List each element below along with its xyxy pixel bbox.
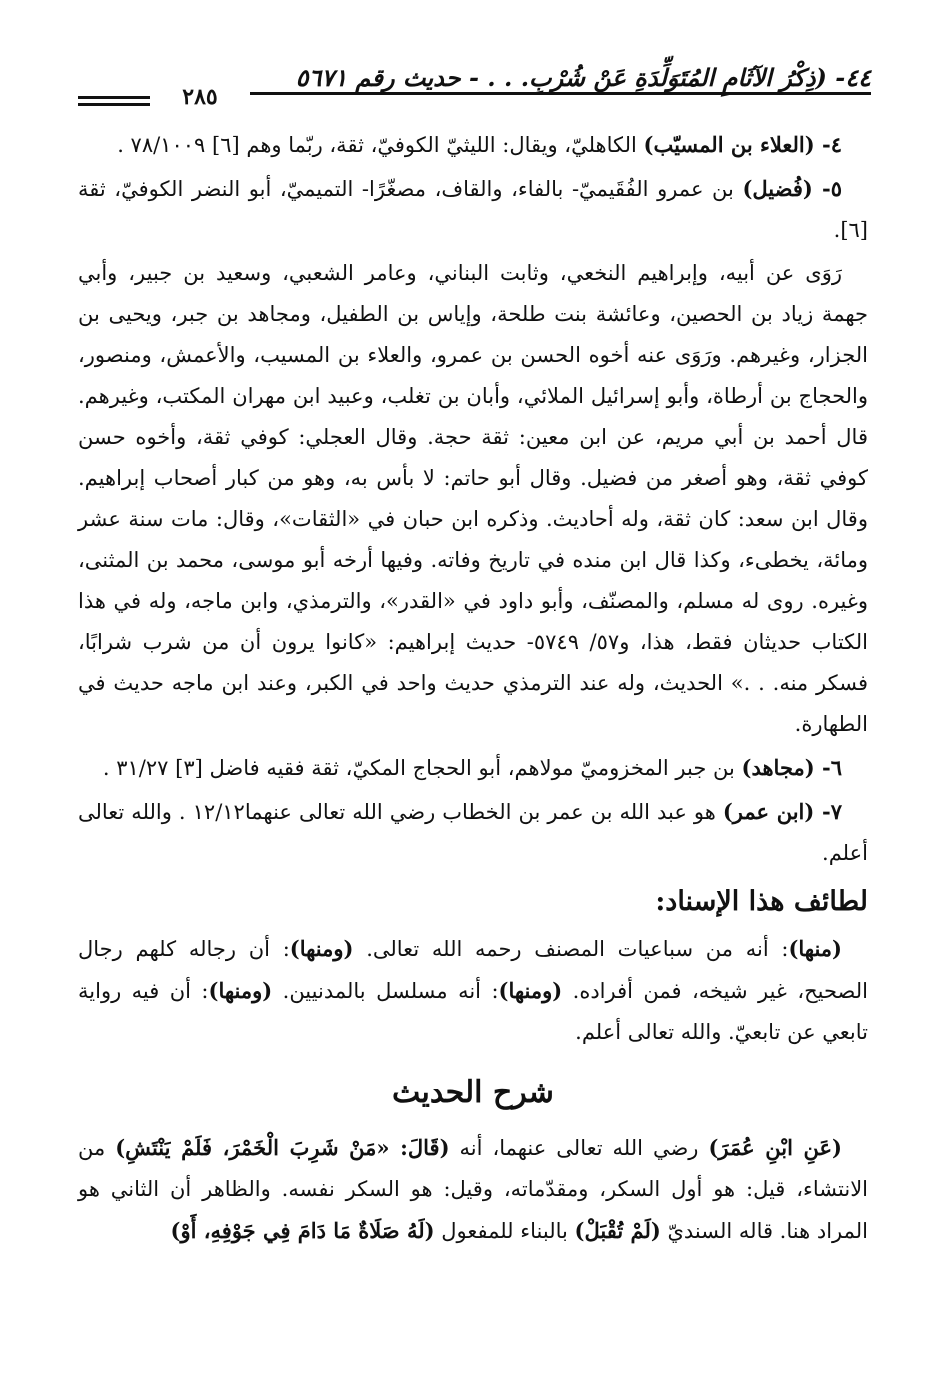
header-title: ٤٤- (ذِكْرُ الآثَامِ المُتَوَلِّدَةِ عَنْ شُرْبِ. . . - حديث رقم ٥٦٧١: [295, 63, 871, 92]
page-body: [78, 124, 868, 1252]
running-header: [252, 52, 871, 92]
lataif-marker-3: (ومنها): [498, 978, 563, 1003]
entry-5-text: بن عمرو الفُقَيميّ- بالفاء، والقاف، مصغّرًا- التميميّ، أبو النضر الكوفيّ، ثقة [٦].: [78, 177, 868, 242]
page-number: ٢٨٥: [182, 84, 218, 110]
entry-7-text: هو عبد الله بن عمر بن الخطاب رضي الله تعالى عنهما١٢/١٢ . والله تعالى أعلم.: [78, 800, 868, 865]
entry-4: [78, 124, 868, 166]
entry-7: [78, 791, 868, 874]
entry-5-name: ٥- (فُضيل): [742, 176, 842, 201]
page-number-rule-bottom: [78, 103, 150, 106]
page-number-rule-top: [78, 96, 150, 99]
entry-4-text: الكاهليّ، ويقال: الليثيّ الكوفيّ، ثقة، ربّما وهم [٦] ٧٨/١٠٠٩ .: [117, 133, 644, 157]
entry-6-name: ٦- (مجاهد): [741, 755, 842, 780]
entry-6: [78, 747, 868, 789]
lataif-marker-1: (منها): [788, 936, 842, 961]
lataif-text-3: : أنه مسلسل بالمدنيين.: [272, 979, 499, 1003]
sharh-bold-2: (قَالَ: «مَنْ شَرِبَ الْخَمْرَ، فَلَمْ يَنْتَشِ): [115, 1135, 450, 1160]
lataif-text-2: : أن رجاله كلهم رجال الصحيح، غير شيخه، فمن أفراده.: [78, 937, 868, 1003]
lataif-text-4: : أن فيه رواية تابعي عن تابعيّ. والله تعالى أعلم.: [78, 979, 868, 1044]
sharh-bold-4: (لَهُ صَلَاةٌ مَا دَامَ فِي جَوْفِهِ، أَوْ): [170, 1218, 435, 1243]
entry-5: [78, 168, 868, 251]
sharh-paragraph: [78, 1127, 868, 1252]
sharh-text-1: رضي الله تعالى عنهما، أنه: [449, 1136, 709, 1160]
lataif-heading: لطائف هذا الإسناد:: [655, 886, 868, 917]
header-rule: [250, 92, 871, 95]
entry-7-name: ٧- (ابن عمر): [722, 799, 842, 824]
entry-5-biography: رَوَى عن أبيه، وإبراهيم النخعي، وثابت البناني، وعامر الشعبي، وسعيد بن جبير، وأبي جهمة زياد بن الحصين، وعائشة بنت طلحة، وإياس بن الطفيل، ومجاهد بن جبر، ويحيى بن الجزار، وغيرهم. ورَوَى عنه أخوه الحسن بن عمرو، والعلاء بن المسيب، والأعمش، ومنصور، والحجاج بن أرطاة، وأبو إسرائيل الملائي، وأبان بن تغلب، وعبيد ابن مهران المكتب، وغيرهم. قال أحمد بن أبي مريم، عن ابن معين: ثقة حجة. وقال العجلي: كوفي ثقة، وأخوه حسن كوفي ثقة، وهو أصغر من فضيل. وقال أبو حاتم: لا بأس به، وهو من كبار أصحاب إبراهيم. وقال ابن سعد: كان ثقة، وله أحاديث. وذكره ابن حبان في «الثقات»، وقال: مات سنة عشر ومائة، يخطىء، وكذا قال ابن منده في تاريخ وفاته. وفيها أرخه أبو موسى، محمد بن المثنى، وغيره. روى له مسلم، والمصنّف، وأبو داود في «القدر»، والترمذي، وابن ماجه، وله في هذا الكتاب حديثان فقط، هذا، و٥٧/ ٥٧٤٩- حديث إبراهيم: «كانوا يرون أن من شرب شرابًا، فسكر منه. . .» الحديث، وله عند الترمذي حديث واحد في الكبر، وعند ابن ماجه حديث في الطهارة.: [78, 261, 868, 736]
sharh-bold-3: (لَمْ تُقْبَلْ): [574, 1218, 661, 1243]
sharh-text-3: بالبناء للمفعول: [434, 1219, 575, 1243]
sharh-bold-1: (عَنِ ابْنِ عُمَرَ): [708, 1135, 842, 1160]
entry-6-text: بن جبر المخزوميّ مولاهم، أبو الحجاج المكيّ، ثقة فقيه فاضل [٣] ٣١/٢٧ .: [102, 756, 742, 780]
sharh-text-2: من الانتشاء، قيل: هو أول السكر، ومقدّماته، وقيل: هو السكر نفسه. والظاهر أن الثاني هو المراد هنا. قاله السنديّ: [78, 1136, 868, 1243]
lataif-marker-2: (ومنها): [289, 936, 354, 961]
sharh-heading: شرح الحديث: [392, 1075, 554, 1110]
entry-4-name: ٤- (العلاء بن المسيّب): [643, 132, 842, 157]
lataif-text-1: : أنه من سباعيات المصنف رحمه الله تعالى.: [353, 937, 789, 961]
lataif-paragraph: [78, 928, 868, 1053]
lataif-marker-4: (ومنها): [208, 978, 273, 1003]
